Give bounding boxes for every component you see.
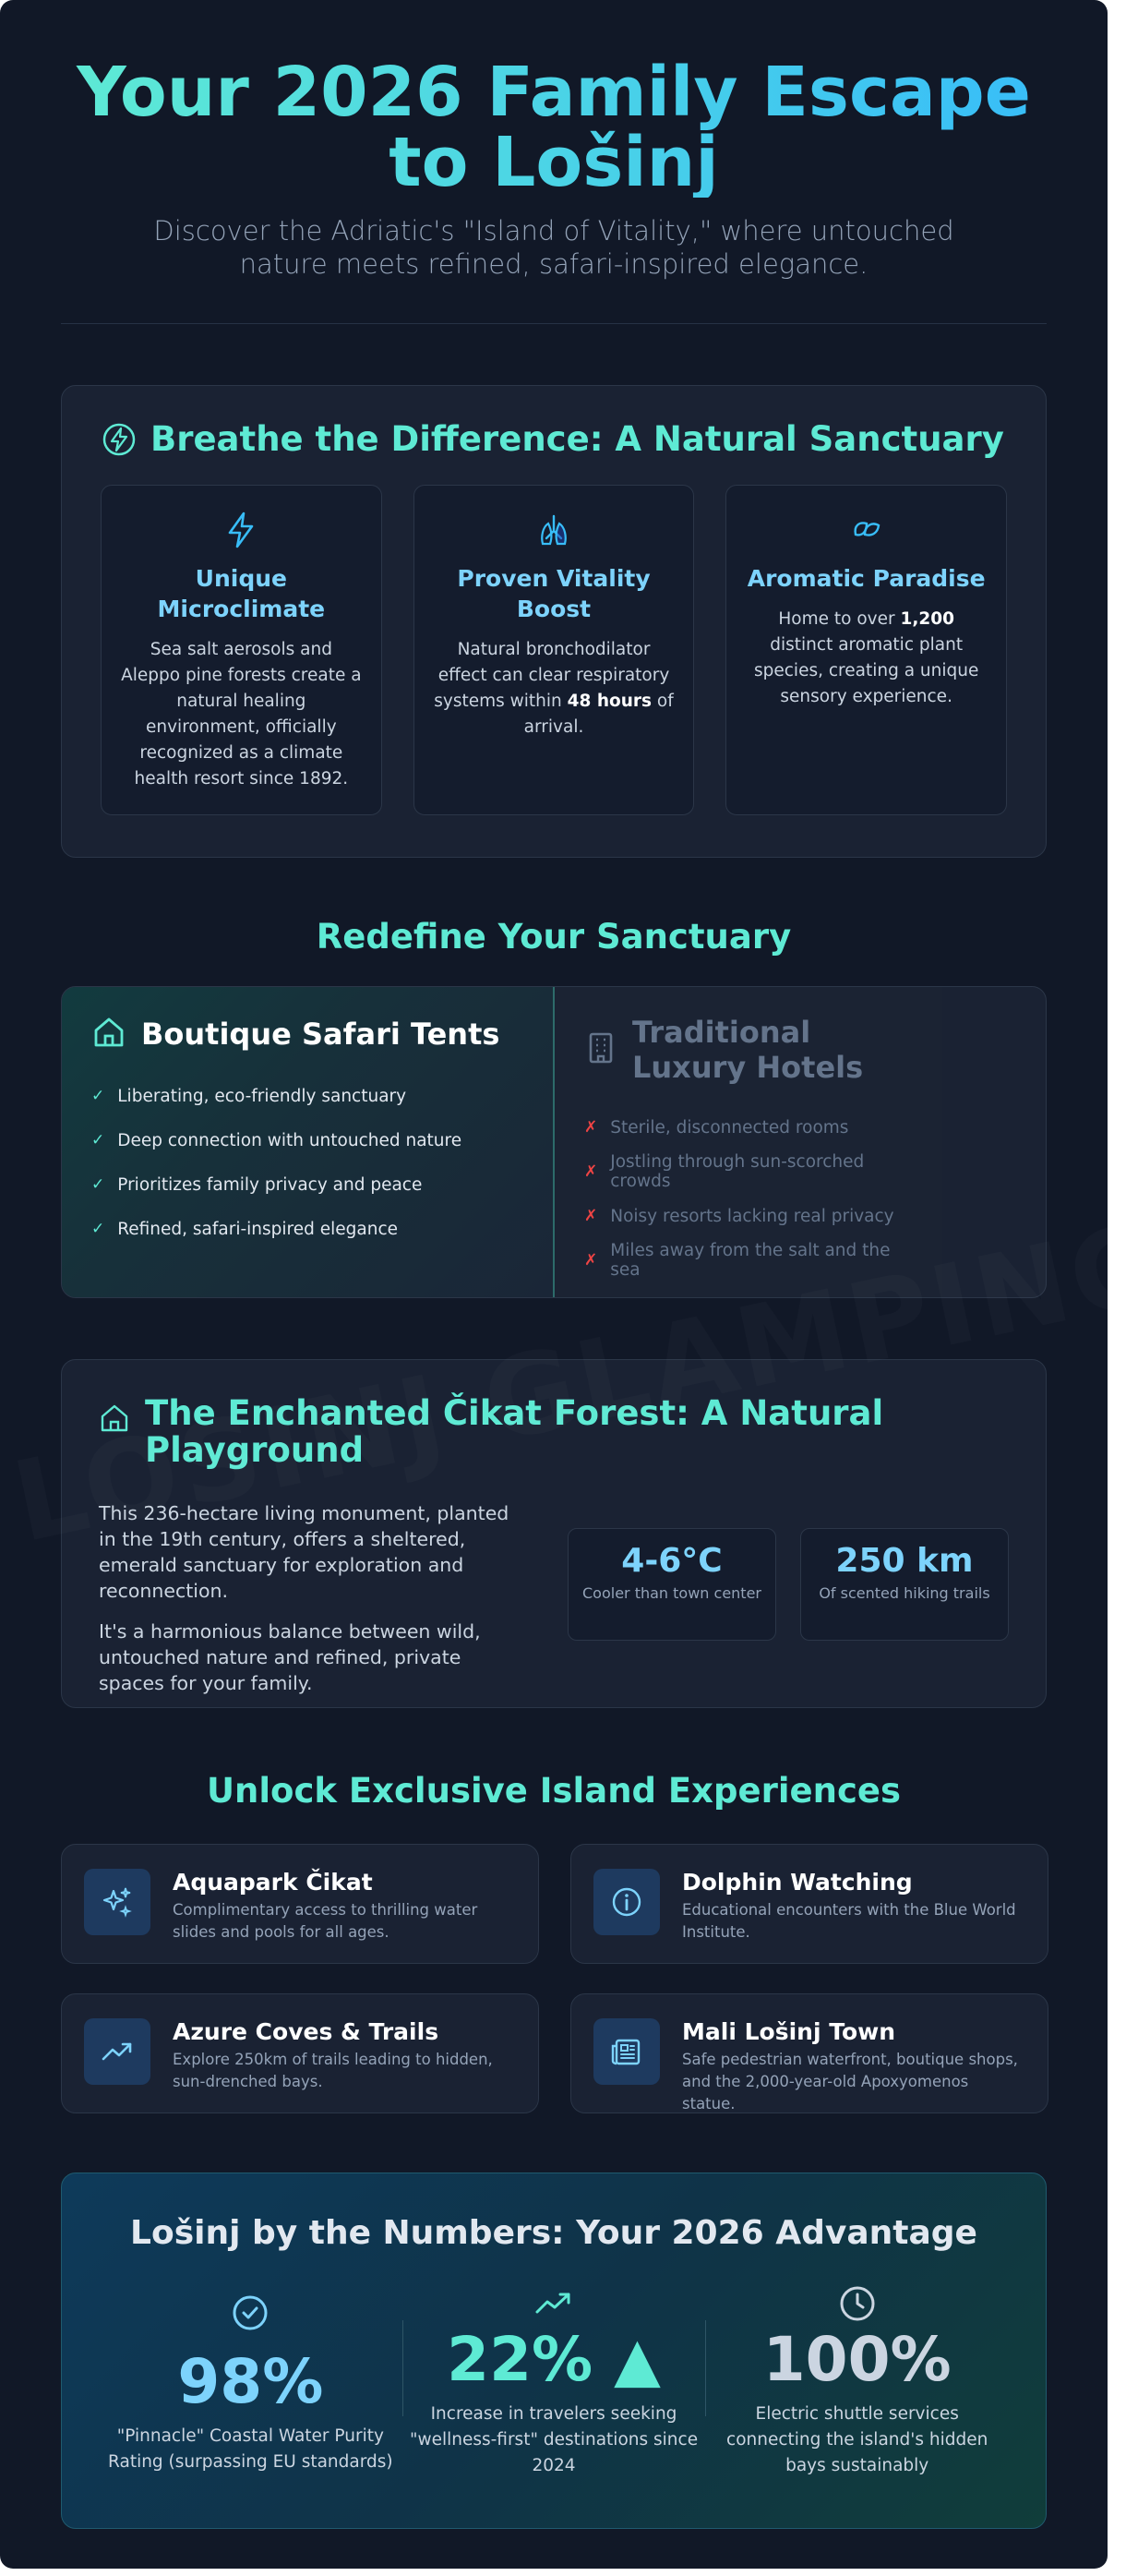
list-item: ✓ Deep connection with untouched nature: [91, 1130, 462, 1150]
experience-description: Educational encounters with the Blue World Institute.: [682, 1901, 1016, 1941]
experience-title: Azure Coves & Trails: [173, 2018, 439, 2045]
numbers-title: Lošinj by the Numbers: Your 2026 Advantage: [130, 2214, 977, 2252]
forest-section: [61, 1359, 1047, 1708]
sanctuary-title: Breathe the Difference: A Natural Sanctuary: [150, 419, 1004, 459]
number-label: Increase in travelers seeking "wellness-first" destinations since 2024: [409, 2404, 699, 2475]
newspaper-icon: [593, 2018, 660, 2085]
sparkles-icon: [84, 1869, 150, 1935]
number-stat: [705, 2283, 1009, 2479]
trend-up-icon: [84, 2018, 150, 2085]
numbers-section: [61, 2173, 1047, 2529]
stat-label: Cooler than town center: [582, 1584, 761, 1602]
cross-icon: ✗: [584, 1251, 598, 1270]
list-item: ✓ Liberating, eco-friendly sanctuary: [91, 1086, 407, 1106]
home-icon: [91, 1015, 126, 1053]
stat-card: [568, 1528, 776, 1641]
experience-title: Mali Lošinj Town: [682, 2018, 896, 2045]
experience-title: Aquapark Čikat: [173, 1869, 373, 1896]
experience-card: [570, 1993, 1048, 2113]
stat-card: [800, 1528, 1009, 1641]
experience-card: [570, 1844, 1048, 1964]
check-icon: ✓: [91, 1087, 105, 1105]
number-value: 98%: [177, 2346, 324, 2417]
bolt-circle-icon: [101, 421, 138, 458]
safari-tents-list: [91, 1074, 523, 1251]
check-icon: ✓: [91, 1220, 105, 1238]
info-icon: [593, 1869, 660, 1935]
cross-icon: ✗: [584, 1207, 598, 1225]
feature-text: Home to over 1,200 distinct aromatic plant species, creating a unique sensory experience.: [754, 609, 979, 706]
feature-text: Sea salt aerosols and Aleppo pine forests create a natural healing environment, officially recognized as a climate health resort since 1892.: [121, 640, 362, 788]
forest-title: The Enchanted Čikat Forest: A Natural Playground: [145, 1393, 884, 1470]
list-item: ✗ Noisy resorts lacking real privacy: [584, 1206, 894, 1226]
number-label: Electric shuttle services connecting the island's hidden bays sustainably: [726, 2404, 988, 2475]
sanctuary-section: [61, 385, 1047, 858]
experience-description: Explore 250km of trails leading to hidden, sun-drenched bays.: [173, 2051, 493, 2090]
building-icon: [584, 1030, 617, 1069]
safari-tents-title: Boutique Safari Tents: [141, 1017, 500, 1052]
lungs-icon: [433, 510, 676, 550]
header-divider: [61, 323, 1047, 324]
feature-card: [725, 485, 1007, 815]
page-subtitle: Discover the Adriatic's "Island of Vitality," where untouched nature meets refined, safari-inspired elegance.: [153, 215, 954, 280]
experience-description: Complimentary access to thrilling water slides and pools for all ages.: [173, 1901, 478, 1941]
cross-icon: ✗: [584, 1162, 598, 1181]
check-icon: ✓: [91, 1175, 105, 1194]
experience-card: [61, 1844, 539, 1964]
forest-stats: [568, 1528, 1009, 1711]
trend-up-icon: [402, 2283, 706, 2324]
list-item: ✓ Refined, safari-inspired elegance: [91, 1219, 399, 1239]
luxury-hotels-list: [584, 1105, 913, 1282]
feature-text: Natural bronchodilator effect can clear respiratory systems within 48 hours of arrival.: [434, 640, 674, 737]
stat-value: 4-6°C: [621, 1542, 723, 1580]
forest-paragraph: This 236-hectare living monument, planted in the 19th century, offers a sheltered, emerald sanctuary for exploration and reconnection.: [99, 1502, 509, 1602]
experiences-heading: Unlock Exclusive Island Experiences: [206, 1771, 902, 1811]
clock-icon: [705, 2283, 1009, 2324]
list-item: ✗ Sterile, disconnected rooms: [584, 1117, 849, 1138]
number-value: 22% ▲: [447, 2324, 661, 2395]
leaves-icon: [745, 510, 988, 550]
compare-heading: Redefine Your Sanctuary: [316, 917, 792, 957]
feature-title: Unique Microclimate: [157, 565, 326, 622]
list-item: ✓ Prioritizes family privacy and peace: [91, 1174, 423, 1195]
page-title: Your 2026 Family Escape to Lošinj: [61, 57, 1047, 198]
feature-card: [101, 485, 382, 815]
stat-value: 250 km: [835, 1542, 974, 1580]
list-item: ✗ Jostling through sun-scorched crowds: [584, 1152, 865, 1191]
feature-cards: [101, 485, 1007, 815]
number-label: "Pinnacle" Coastal Water Purity Rating (surpassing EU standards): [108, 2426, 393, 2472]
check-icon: ✓: [91, 1131, 105, 1150]
luxury-hotels-title: Traditional Luxury Hotels: [632, 1015, 864, 1085]
compare-section: [61, 986, 1047, 1298]
experience-title: Dolphin Watching: [682, 1869, 913, 1896]
feature-title: Proven Vitality Boost: [457, 565, 651, 622]
luxury-hotels-column: [555, 987, 942, 1297]
experience-card: [61, 1993, 539, 2113]
bolt-icon: [120, 510, 363, 550]
number-stat: [402, 2283, 706, 2479]
numbers-row: [99, 2283, 1009, 2479]
sanctuary-header: [101, 419, 1007, 459]
safari-tents-column: [62, 987, 555, 1297]
number-stat: [99, 2283, 402, 2479]
check-circle-icon: [99, 2293, 402, 2333]
feature-title: Aromatic Paradise: [747, 565, 986, 592]
home-icon: [99, 1402, 130, 1438]
experience-description: Safe pedestrian waterfront, boutique shops, and the 2,000-year-old Apoxyomenos statue.: [682, 2051, 1018, 2113]
forest-description: [99, 1500, 521, 1711]
forest-paragraph: It's a harmonious balance between wild, untouched nature and refined, private spaces for your family.: [99, 1620, 481, 1694]
number-value: 100%: [762, 2324, 952, 2395]
list-item: ✗ Miles away from the salt and the sea: [584, 1241, 891, 1280]
cross-icon: ✗: [584, 1118, 598, 1137]
stat-label: Of scented hiking trails: [819, 1584, 990, 1602]
experiences-grid: [61, 1844, 1047, 2113]
feature-card: [413, 485, 695, 815]
